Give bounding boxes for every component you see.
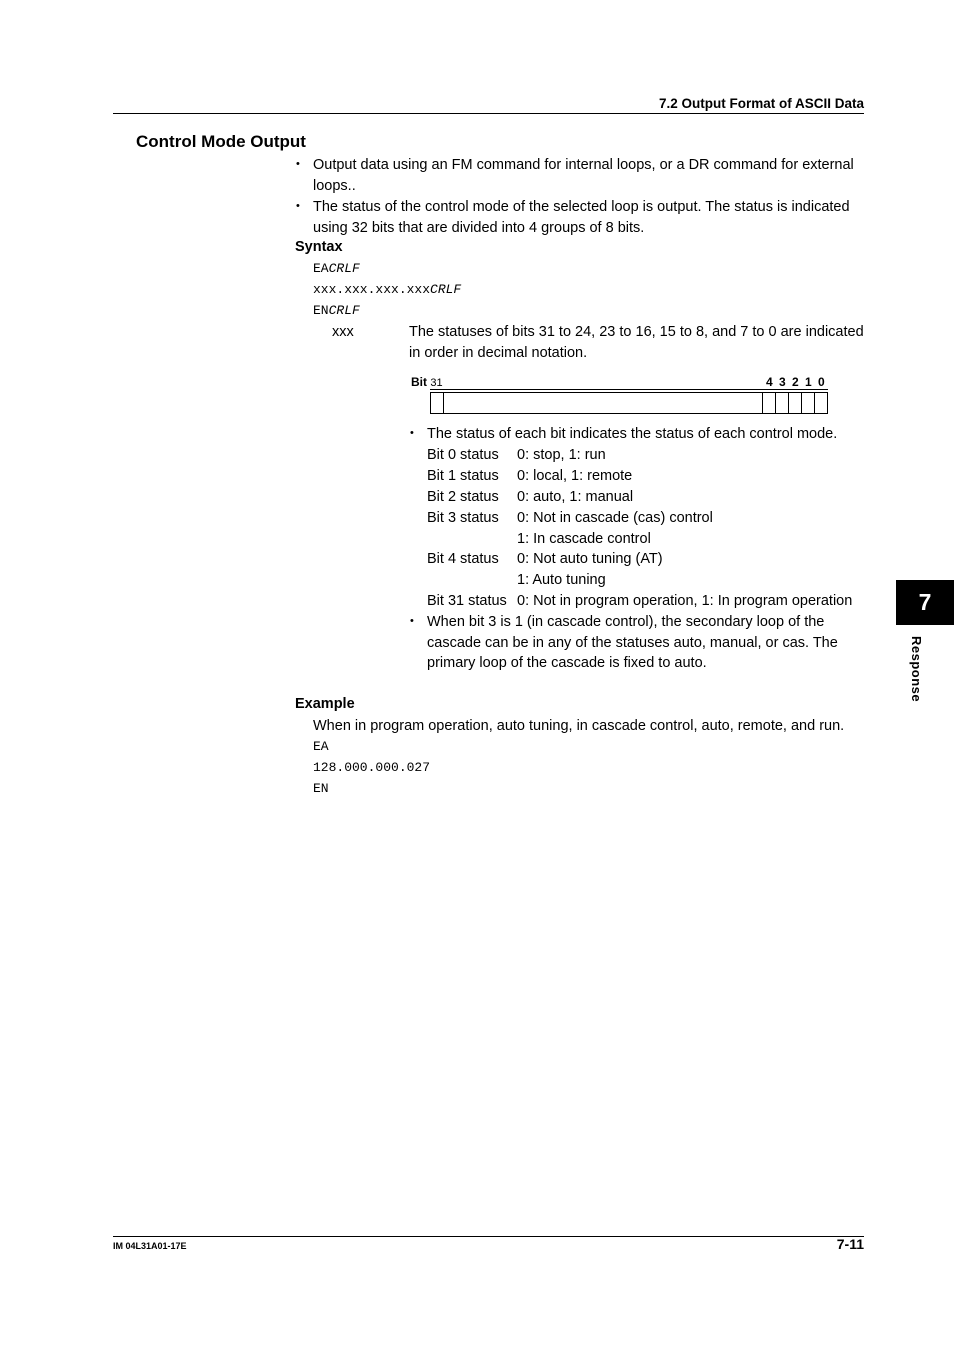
bit-31-status-name: Bit 31 status xyxy=(427,593,507,609)
bit-1-status-name: Bit 1 status xyxy=(427,468,499,484)
bit-1-label: 1 xyxy=(805,375,812,389)
running-header-title: 7.2 Output Format of ASCII Data xyxy=(658,96,864,111)
cascade-note: When bit 3 is 1 (in cascade control), the secondary loop of the cascade can be in any of the statuses auto, manual, or cas. The primary loop of the cascade is fixed to auto. xyxy=(427,614,838,671)
section-heading: Control Mode Output xyxy=(136,132,306,151)
syntax-line-2: xxx.xxx.xxx.xxxCRLF xyxy=(313,282,462,297)
chapter-tab: 7 xyxy=(896,580,954,625)
bit-1-status-value: 0: local, 1: remote xyxy=(517,468,633,484)
bit-0-label: 0 xyxy=(818,375,825,389)
bullet-marker: • xyxy=(296,158,300,170)
bit-3-status-name: Bit 3 status xyxy=(427,510,499,526)
bullet-1: Output data using an FM command for internal loops, or a DR command for external loops.. xyxy=(313,157,854,194)
bit-0-status-name: Bit 0 status xyxy=(427,447,499,463)
example-line-3: EN xyxy=(313,781,329,796)
bit-3-status-value: 0: Not in cascade (cas) control 1: In cascade control xyxy=(517,510,713,547)
bit-2-label: 2 xyxy=(792,375,799,389)
register-box xyxy=(431,393,828,414)
bit-4-status-value: 0: Not auto tuning (AT) 1: Auto tuning xyxy=(517,551,663,588)
status-intro: The status of each bit indicates the status of each control mode. xyxy=(427,426,838,442)
bit-4-status-name: Bit 4 status xyxy=(427,551,499,567)
syntax-line-1: EACRLF xyxy=(313,261,360,276)
param-name: xxx xyxy=(332,324,354,340)
example-line-1: EA xyxy=(313,739,329,754)
bit-31-status-value: 0: Not in program operation, 1: In program operation xyxy=(517,593,853,609)
bullet-marker: • xyxy=(410,427,414,439)
bullet-marker: • xyxy=(296,200,300,212)
bit-3-label: 3 xyxy=(779,375,786,389)
example-label: Example xyxy=(295,696,355,712)
bit-2-status-value: 0: auto, 1: manual xyxy=(517,489,634,505)
bit-0-status-value: 0: stop, 1: run xyxy=(517,447,606,463)
syntax-label: Syntax xyxy=(295,239,343,255)
bullet-marker: • xyxy=(410,615,414,627)
bullet-2: The status of the control mode of the selected loop is output. The status is indicated using 32 bits that are divided into 4 groups of 8 bits. xyxy=(313,199,850,236)
footer-doc-id: IM 04L31A01-17E xyxy=(113,1241,187,1251)
param-description: The statuses of bits 31 to 24, 23 to 16, 15 to 8, and 7 to 0 are indicated in order in decimal notation. xyxy=(409,324,864,361)
bit-diagram-label: Bit 31 xyxy=(411,375,443,389)
chapter-tab-label: Response xyxy=(909,636,924,703)
bit-4-label: 4 xyxy=(766,375,773,389)
footer-rule xyxy=(113,1236,864,1237)
example-description: When in program operation, auto tuning, in cascade control, auto, remote, and run. xyxy=(313,718,845,734)
bit-2-status-name: Bit 2 status xyxy=(427,489,499,505)
example-line-2: 128.000.000.027 xyxy=(313,760,431,775)
bit-register-diagram xyxy=(428,388,830,418)
footer-page-number: 7-11 xyxy=(836,1236,864,1252)
header-rule xyxy=(113,113,864,114)
syntax-line-3: ENCRLF xyxy=(313,303,360,318)
